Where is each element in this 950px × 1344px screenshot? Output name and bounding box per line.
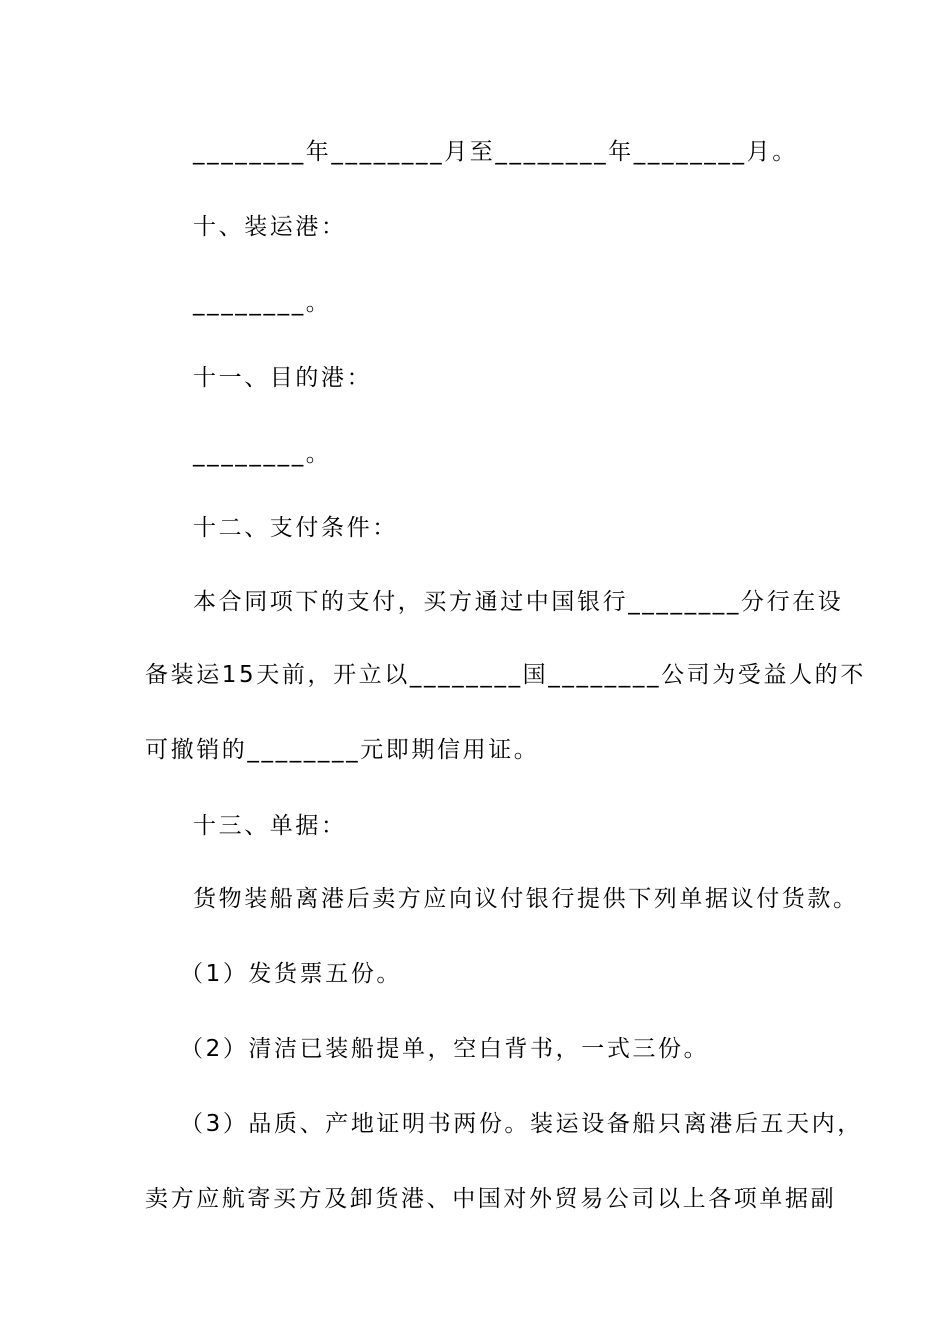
document-item-1: （1）发货票五份。 — [180, 961, 403, 987]
section-13-heading: 十三、单据： — [193, 813, 347, 839]
section-10-heading: 十、装运港： — [193, 214, 347, 240]
document-item-3-continued: 卖方应航寄买方及卸货港、中国对外贸易公司以上各项单据副 — [145, 1186, 837, 1212]
destination-port-blank: ________。 — [193, 441, 332, 467]
documents-intro: 货物装船离港后卖方应向议付银行提供下列单据议付货款。 — [193, 886, 859, 912]
document-item-3: （3）品质、产地证明书两份。装运设备船只离港后五天内， — [180, 1111, 863, 1137]
date-range-line: ________年________月至________年________月。 — [193, 139, 798, 165]
section-12-heading: 十二、支付条件： — [193, 515, 398, 541]
section-11-heading: 十一、目的港： — [193, 365, 373, 391]
document-item-2: （2）清洁已装船提单，空白背书，一式三份。 — [180, 1036, 710, 1062]
loading-port-blank: ________。 — [193, 290, 332, 316]
payment-paragraph-line-2: 备装运15天前，开立以________国________公司为受益人的不 — [145, 662, 866, 688]
payment-paragraph-line-1: 本合同项下的支付，买方通过中国银行________分行在设 — [193, 589, 844, 615]
payment-paragraph-line-3: 可撤销的________元即期信用证。 — [145, 737, 540, 763]
